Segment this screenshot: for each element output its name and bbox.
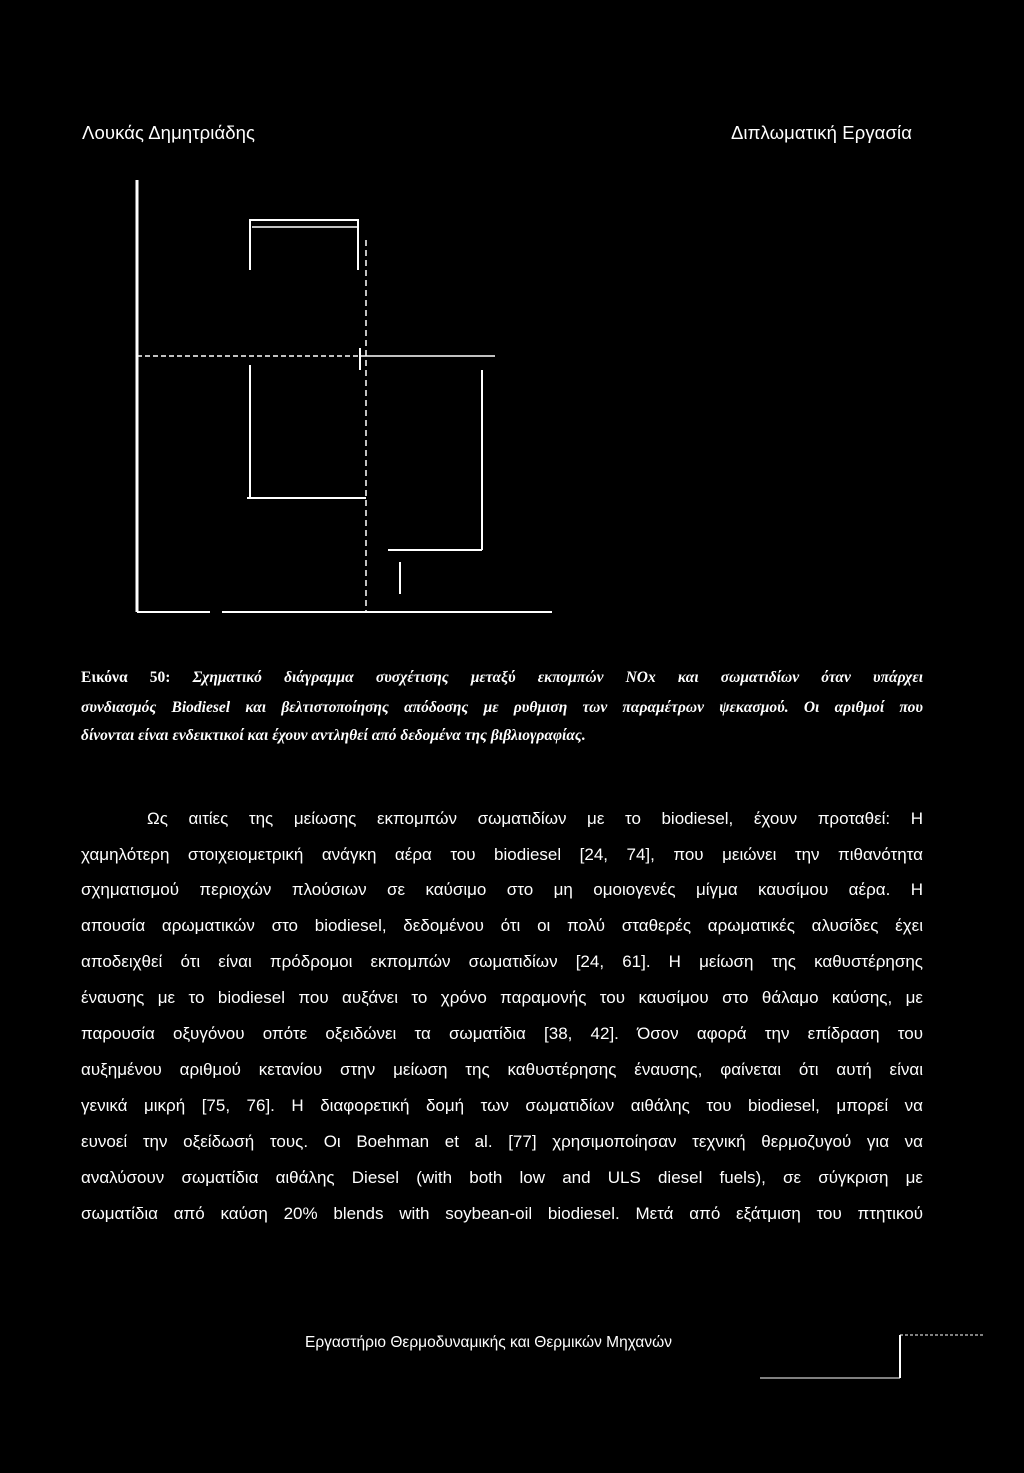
body-line: σωματίδια από καύση 20% blends with soybean-oil biodiesel. Μετά από εξάτμιση του πτητικού bbox=[81, 1204, 923, 1223]
header-document-type: Διπλωματική Εργασία bbox=[730, 122, 912, 143]
body-line: αναλύσουν σωματίδια αιθάλης Diesel (with both low and ULS diesel fuels), σε σύγκριση με bbox=[81, 1168, 923, 1187]
header-author: Λουκάς Δημητριάδης bbox=[82, 122, 256, 143]
footer-page-frame bbox=[740, 1320, 1000, 1390]
footer-lab-name: Εργαστήριο Θερμοδυναμικής και Θερμικών Μηχανών bbox=[305, 1334, 672, 1351]
figure-caption-line-2: συνδιασμός Biodiesel και βελτιστοποίησης απόδοσης με ρυθμιση των παραμέτρων ψεκασμού. Οι αριθμοί που bbox=[81, 699, 923, 716]
figure-caption-label: Εικόνα 50: bbox=[81, 669, 171, 686]
body-line: έναυσης με το biodiesel που αυξάνει το χρόνο παραμονής του καυσίμου στο θάλαμο καύσης, με bbox=[81, 988, 923, 1007]
body-line: απουσία αρωματικών στο biodiesel, δεδομένου ότι οι πολύ σταθερές αρωματικές αλυσίδες έχει bbox=[81, 916, 923, 935]
body-line: αποδειχθεί ότι είναι πρόδρομοι εκπομπών σωματιδίων [24, 61]. Η μείωση της καθυστέρησης bbox=[81, 952, 923, 971]
body-line: παρουσία οξυγόνου οπότε οξειδώνει τα σωματίδια [38, 42]. Όσον αφορά την επίδραση του bbox=[81, 1024, 923, 1043]
schematic-diagram bbox=[130, 170, 570, 620]
figure-caption-line-3: δίνονται είναι ενδεικτικοί και έχουν αντληθεί από δεδομένα της βιβλιογραφίας. bbox=[81, 727, 586, 744]
body-line: Ως αιτίες της μείωσης εκπομπών σωματιδίων με το biodiesel, έχουν προταθεί: Η bbox=[147, 809, 923, 828]
body-line: γενικά μικρή [75, 76]. Η διαφορετική δομή των σωματιδίων αιθάλης του biodiesel, μπορεί να bbox=[81, 1096, 923, 1115]
figure-caption-line-1 bbox=[81, 664, 923, 691]
body-line: ευνοεί την οξείδωσή τους. Οι Boehman et al. [77] χρησιμοποίησαν τεχνική θερμοζυγού για να bbox=[81, 1132, 923, 1151]
body-line: αυξημένου αριθμού κετανίου στην μείωση της καθυστέρησης έναυσης, φαίνεται ότι αυτή είναι bbox=[81, 1060, 923, 1079]
figure-caption-text-1: Σχηματικό διάγραμμα συσχέτισης μεταξύ εκπομπών NOx και σωματιδίων όταν υπάρχει bbox=[192, 669, 924, 686]
body-line: σχηματισμού περιοχών πλούσιων σε καύσιμο στο μη ομοιογενές μίγμα καυσίμου αέρα. Η bbox=[81, 880, 923, 899]
body-line: χαμηλότερη στοιχειομετρική ανάγκη αέρα του biodiesel [24, 74], που μειώνει την πιθανότητα bbox=[81, 845, 923, 864]
